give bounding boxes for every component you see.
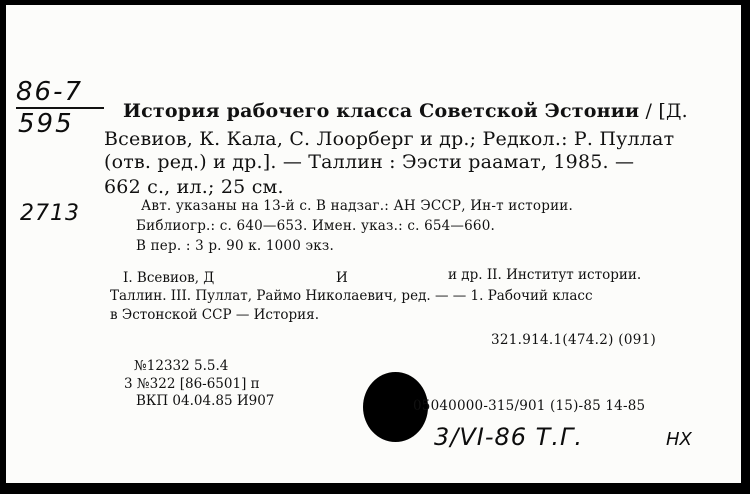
order-code-1: №12332 5.5.4 [134, 358, 229, 374]
title-line [123, 100, 688, 122]
note-price: В пер. : 3 р. 90 к. 1000 экз. [136, 238, 334, 254]
index-line-3: в Эстонской ССР — История. [110, 307, 319, 323]
title-continuation: / [Д. [639, 100, 688, 122]
margin-note: 2713 [20, 201, 80, 226]
index-entry-2: и др. II. Институт истории. [448, 267, 642, 283]
isbn-code: 05040000-315/901 (15)-85 14-85 [413, 398, 646, 414]
publication-line: (отв. ред.) и др.]. — Таллин : Ээсти раамат, 1985. — [104, 151, 635, 173]
book-title: История рабочего класса Советской Эстонии [123, 100, 640, 122]
shelf-mark-top: 86-7 [16, 77, 84, 107]
handwritten-date: 3/VI-86 Т.Г. [434, 423, 583, 451]
order-code-2: 3 №322 [86-6501] п [124, 376, 260, 392]
index-entry-1: I. Всевиов, Д [123, 270, 215, 286]
index-line-2: Таллин. III. Пуллат, Раймо Николаевич, ред. — — 1. Рабочий класс [110, 288, 593, 304]
order-code-3: ВКП 04.04.85 И907 [136, 393, 275, 409]
udc-code: 321.914.1(474.2) (091) [491, 332, 657, 348]
authors-line: Всевиов, К. Кала, С. Лоорберг и др.; Редкол.: Р. Пуллат [104, 128, 675, 150]
shelf-mark-bottom: 595 [18, 109, 74, 139]
catalog-card [6, 5, 741, 483]
index-entry-initial: И [336, 270, 348, 286]
handwritten-initials: НХ [666, 429, 692, 450]
note-bibliography: Библиогр.: с. 640—653. Имен. указ.: с. 654—660. [136, 218, 495, 234]
physical-description: 662 с., ил.; 25 см. [104, 176, 284, 198]
note-authors: Авт. указаны на 13-й с. В надзаг.: АН ЭССР, Ин-т истории. [141, 198, 573, 214]
